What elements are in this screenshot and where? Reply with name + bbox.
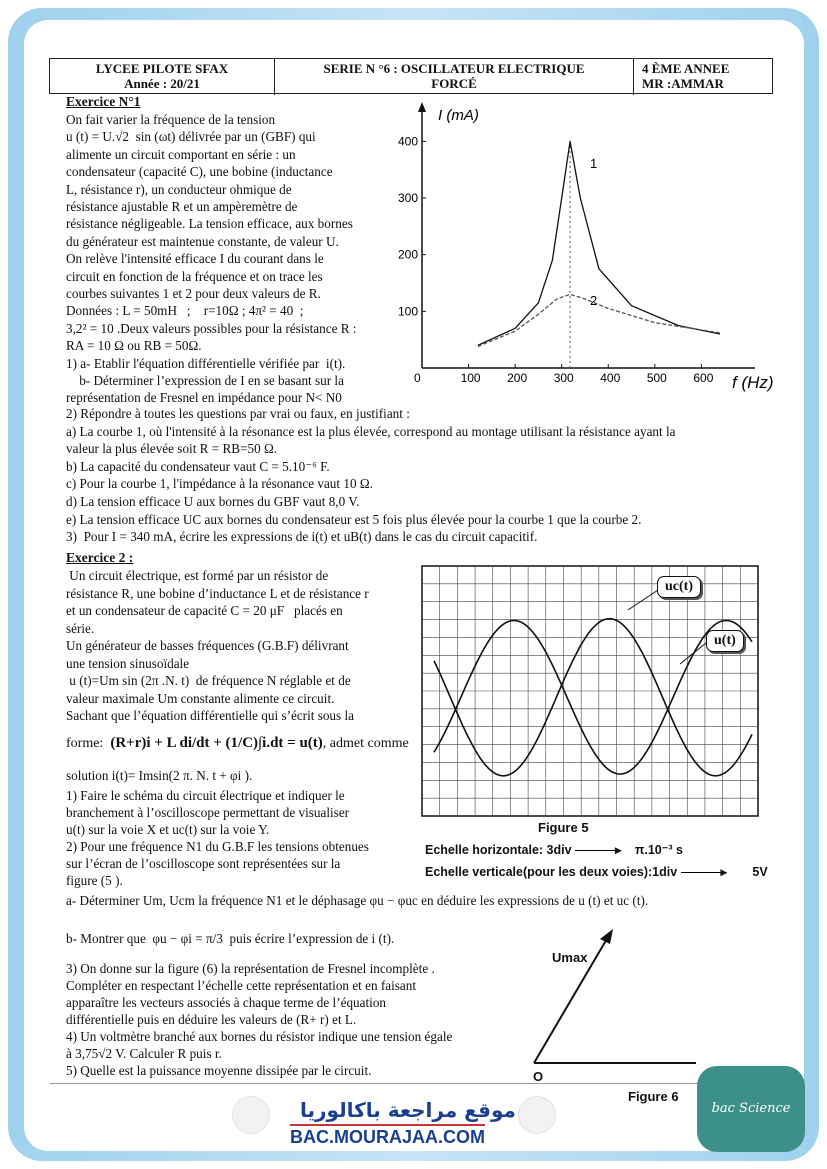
umax-arrowhead [600,929,613,944]
text-line: apparaître les vecteurs associés à chaque terme de l’équation [66,995,387,1010]
text-line: résistance R, une bobine d’inductance L et de résistance r [66,585,369,601]
right-logo [518,1096,556,1134]
admet-text: , admet comme [322,736,409,751]
resonance-graph [380,100,780,400]
text-line: série. [66,620,95,636]
curve2-label: 2 [590,293,598,308]
text-line: c) Pour la courbe 1, l'impédance à la résonance vaut 10 Ω. [66,476,373,492]
text-line: Un générateur de basses fréquences (G.B.F) délivrant [66,638,349,653]
graph1-curves [478,141,720,346]
text-line: b) La capacité du condensateur vaut C = 5.10⁻⁶ F. [66,458,330,474]
question-2b: b- Montrer que φu − φi = π/3 puis écrire l’expression de i (t). [66,931,395,946]
text-line: a) La courbe 1, où l'intensité à la résonance est la plus élevée, correspond au montage utilisant la résistance ayant la [66,423,676,439]
y-tick-label: 100 [398,304,419,319]
text-line: 3) On donne sur la figure (6) la représentation de Fresnel incomplète . [66,961,435,976]
text-line: 3,2² = 10 .Deux valeurs possibles pour la résistance R : [66,320,357,336]
text-line: à 3,75√2 V. Calculer R puis r. [66,1046,222,1061]
text-line: différentielle puis en déduire les valeurs de (R+ r) et L. [66,1012,357,1027]
u-label-box: u(t) [706,630,744,652]
label-pointers [620,580,740,670]
school-name: LYCEE PILOTE SFAX [95,61,229,76]
text-line: circuit en fonction de la fréquence et on trace les [66,268,323,284]
fig6-caption: Figure 6 [628,1089,679,1104]
x-tick-label: 0 [414,371,421,385]
text-line: du générateur est maintenue constante, de valeur U. [66,233,339,249]
uc-label-box: uc(t) [657,576,701,598]
y-tick-label: 400 [398,134,419,149]
scale-v-value: 5V [752,865,768,879]
text-line: 1) a- Etablir l'équation différentielle vérifiée par i(t). [66,355,346,371]
scale-v-arrow [681,872,721,873]
text-line: résistance ajustable R et un ampèremètre de [66,199,298,214]
scale-h-value: π.10⁻³ s [634,843,683,857]
header-table [49,58,773,94]
footer-arabic: موقع مراجعة باكالوريا [300,1098,516,1122]
scale-h-arrow [575,850,615,851]
graph1-axes [418,102,755,368]
text-line: sur l’écran de l’oscilloscope sont représentées sur la [66,856,341,871]
x-tick-label: 400 [600,371,621,385]
text-line: condensateur (capacité C), une bobine (inductance [66,164,333,180]
footer-url-link[interactable]: BAC.MOURAJAA.COM [290,1124,485,1148]
graph1-ylabel: I (mA) [438,107,479,124]
forme-prefix: forme: [66,736,104,751]
origin-label: O [533,1069,544,1084]
series-line-1 [478,141,720,345]
text-line: Un circuit électrique, est formé par un résistor de [66,568,329,583]
text-line: e) La tension efficace UC aux bornes du condensateur est 5 fois plus élevée pour la courbe 1 que la courbe 2. [66,511,642,527]
text-line: RA = 10 Ω ou RB = 50Ω. [66,338,202,354]
text-line: une tension sinusoïdale [66,655,190,671]
teacher: MR :AMMAR [642,76,724,91]
text-line: 2) Pour une fréquence N1 du G.B.F les tensions obtenues [66,839,369,854]
text-line: Compléter en respectant l’échelle cette représentation et en faisant [66,978,417,993]
differential-equation: (R+r)i + L di/dt + (1/C)∫i.dt = u(t) [110,735,323,751]
text-line: Données : L = 50mH ; r=10Ω ; 4π² = 40 ; [66,303,304,319]
text-line: 4) Un voltmètre branché aux bornes du résistor indique une tension égale [66,1029,453,1044]
text-line: u (t)=Um sin (2π .N. t) de fréquence N réglable et de [66,673,351,688]
umax-label: Umax [552,950,588,965]
text-line: branchement à l’oscilloscope permettant de visualiser [66,805,350,820]
curve1-label: 1 [590,156,598,171]
text-line: d) La tension efficace U aux bornes du GBF vaut 8,0 V. [66,494,360,509]
ex2-title: Exercice 2 : [66,550,134,565]
text-line: 5) Quelle est la puissance moyenne dissipée par le circuit. [66,1063,372,1078]
fresnel-figure [520,925,700,1075]
x-tick-label: 100 [460,371,481,385]
footer-rule [50,1083,770,1084]
fig5-caption: Figure 5 [538,820,589,835]
school-year: Année : 20/21 [124,76,200,91]
y-tick-label: 300 [398,191,419,205]
graph1-ticks [398,134,714,385]
text-line: figure (5 ). [66,873,123,888]
graph1-xlabel: f (Hz) [732,373,774,392]
x-tick-label: 200 [507,371,528,385]
solution-line: solution i(t)= Imsin(2 π. N. t + φi ). [66,768,253,783]
y-tick-label: 200 [398,247,419,262]
text-line: Sachant que l’équation différentielle qui s’écrit sous la [66,708,354,723]
text-line: représentation de Fresnel en impédance pour N< N0 [66,390,342,406]
scale-h-prefix: Echelle horizontale: 3div [425,843,572,857]
series-title-2: FORCÉ [431,76,477,91]
text-line: L, résistance r), un conducteur ohmique de [66,181,292,197]
bac-science-badge: bac Science [697,1066,805,1152]
text-line: u(t) sur la voie X et uc(t) sur la voie Y. [66,822,270,837]
text-line: et un condensateur de capacité C = 20 μF placés en [66,603,343,618]
text-line: b- Déterminer l’expression de I en se basant sur la [66,373,344,388]
text-line: On relève l'intensité efficace I du courant dans le [66,251,324,267]
level: 4 ÈME ANNEE [642,61,730,76]
text-line: u (t) = U.√2 sin (ωt) délivrée par un (GBF) qui [66,129,316,145]
text-line: 1) Faire le schéma du circuit électrique et indiquer le [66,788,345,803]
ex2-forme-line [66,735,409,752]
text-line: résistance négligeable. La tension efficace, aux bornes [66,216,353,232]
x-tick-label: 500 [646,371,667,385]
scale-v-prefix: Echelle verticale(pour les deux voies):1div [425,865,678,879]
text-line: valeur la plus élevée soit R = RB=50 Ω. [66,441,278,457]
series-line-2 [478,294,720,346]
left-logo [232,1096,270,1134]
scale-vertical: Echelle verticale(pour les deux voies):1div ▸ 5V [425,865,768,879]
header-level-cell [634,59,780,95]
header-school-cell [50,59,275,95]
scale-horizontal: Echelle horizontale: 3div ▸ π.10⁻³ s [425,843,683,857]
x-tick-label: 300 [553,371,574,385]
ex1-title: Exercice N°1 [66,94,141,109]
graph1-y-arrow [418,102,426,112]
question-2a: a- Déterminer Um, Ucm la fréquence N1 et le déphasage φu − φuc en déduire les expressions de u (t) et uc (t). [66,893,649,908]
x-tick-label: 600 [693,371,714,385]
header-series-cell [275,59,634,95]
text-line: 2) Répondre à toutes les questions par vrai ou faux, en justifiant : [66,406,410,421]
text-line: courbes suivantes 1 et 2 pour deux valeurs de R. [66,286,321,301]
series-title-1: SERIE N °6 : OSCILLATEUR ELECTRIQUE [323,61,585,76]
text-line: 3) Pour I = 340 mA, écrire les expressions de i(t) et uB(t) dans le cas du circuit capacitif. [66,529,538,545]
text-line: valeur maximale Um constante alimente ce circuit. [66,690,335,706]
text-line: On fait varier la fréquence de la tension [66,112,276,127]
text-line: alimente un circuit comportant en série : un [66,146,296,162]
